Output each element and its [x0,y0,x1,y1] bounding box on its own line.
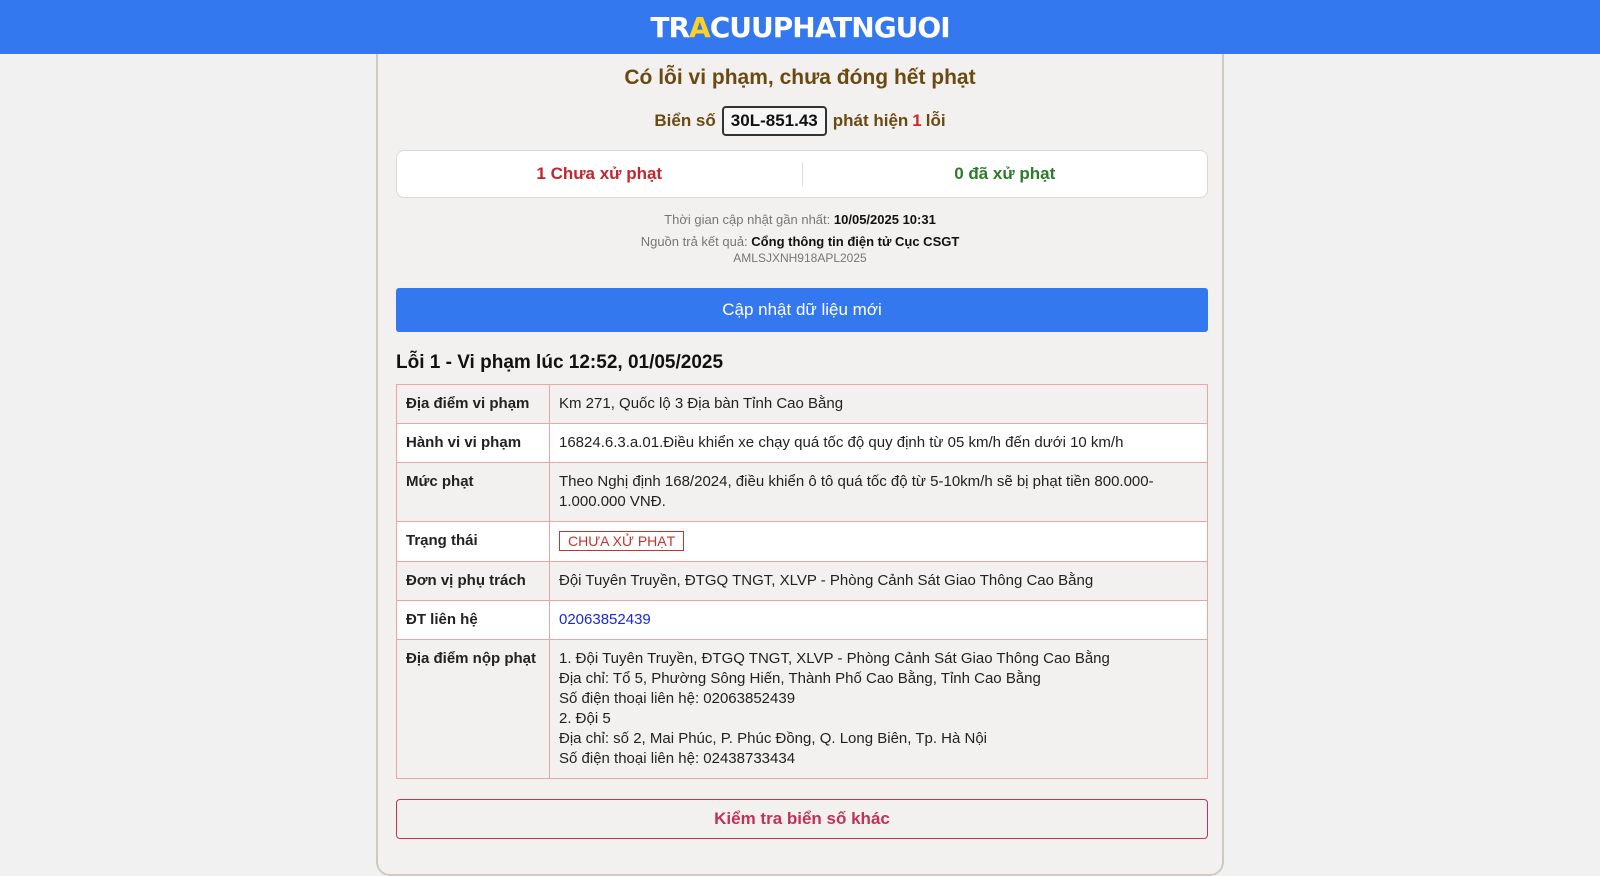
updated-time [378,212,1222,227]
source-line [378,234,1222,249]
license-plate: 30L-851.43 [722,106,827,136]
header-bar [0,0,1600,54]
source-label: Nguồn trả kết quả: [640,234,748,249]
check-other-plate-button[interactable]: Kiểm tra biển số khác [396,799,1208,839]
row-behavior [397,424,1208,463]
row-payment [397,640,1208,779]
location-value: Km 271, Quốc lộ 3 Địa bàn Tỉnh Cao Bằng [550,385,1208,424]
violation-title: Lỗi 1 - Vi phạm lúc 12:52, 01/05/2025 [396,352,724,373]
status-cell [550,522,1208,562]
logo-text-post: CUUPHATNGUOI [709,10,950,44]
stats-box [396,150,1208,198]
phone-cell [550,601,1208,640]
logo-text-highlight: A [689,10,710,44]
row-unit [397,562,1208,601]
unpaid-count[interactable]: 1 Chưa xử phạt [536,164,663,183]
row-phone [397,601,1208,640]
unit-value: Đội Tuyên Truyền, ĐTGQ TNGT, XLVP - Phòng Cảnh Sát Giao Thông Cao Bằng [550,562,1208,601]
count-suffix: lỗi [925,111,946,130]
payment-line: Địa chỉ: Tổ 5, Phường Sông Hiến, Thành Phố Cao Bằng, Tỉnh Cao Bằng [559,670,1041,687]
payment-line: Địa chỉ: số 2, Mai Phúc, P. Phúc Đồng, Q. Long Biên, Tp. Hà Nội [559,730,988,747]
fine-value: Theo Nghị định 168/2024, điều khiển ô tô quá tốc độ từ 5-10km/h sẽ bị phạt tiền 800.000-1.000.000 VNĐ. [550,463,1208,522]
violation-count: 1 [912,111,922,130]
payment-line: 2. Đội 5 [559,710,611,727]
behavior-label: Hành vi vi phạm [397,424,550,463]
source-value: Cổng thông tin điện tử Cục CSGT [751,234,960,249]
fine-label: Mức phạt [397,463,550,522]
status-label: Trạng thái [397,522,550,562]
payment-line: Số điện thoại liên hệ: 02438733434 [559,750,796,767]
payment-line: 1. Đội Tuyên Truyền, ĐTGQ TNGT, XLVP - Phòng Cảnh Sát Giao Thông Cao Bằng [559,650,1110,667]
result-title: Có lỗi vi phạm, chưa đóng hết phạt [624,66,976,89]
payment-label: Địa điểm nộp phạt [397,640,550,779]
phone-link[interactable]: 02063852439 [559,611,651,628]
row-status [397,522,1208,562]
result-code: AMLSJXNH918APL2025 [733,251,867,265]
unit-label: Đơn vị phụ trách [397,562,550,601]
paid-count[interactable]: 0 đã xử phạt [954,164,1056,183]
updated-label: Thời gian cập nhật gần nhất: [664,212,831,227]
plate-summary [378,106,1222,136]
behavior-value: 16824.6.3.a.01.Điều khiển xe chạy quá tốc độ quy định từ 05 km/h đến dưới 10 km/h [550,424,1208,463]
phone-label: ĐT liên hệ [397,601,550,640]
plate-prefix: Biển số [654,111,716,130]
payment-line: Số điện thoại liên hệ: 02063852439 [559,690,796,707]
site-logo[interactable] [650,11,949,44]
update-data-button[interactable]: Cập nhật dữ liệu mới [396,288,1208,332]
logo-text-pre: TR [650,10,690,44]
result-card [376,54,1224,876]
row-fine [397,463,1208,522]
updated-value: 10/05/2025 10:31 [833,212,936,227]
violation-table [396,384,1208,779]
row-location [397,385,1208,424]
found-text: phát hiện [832,111,909,130]
status-badge: CHƯA XỬ PHẠT [559,531,684,551]
location-label: Địa điểm vi phạm [397,385,550,424]
payment-value [550,640,1208,779]
